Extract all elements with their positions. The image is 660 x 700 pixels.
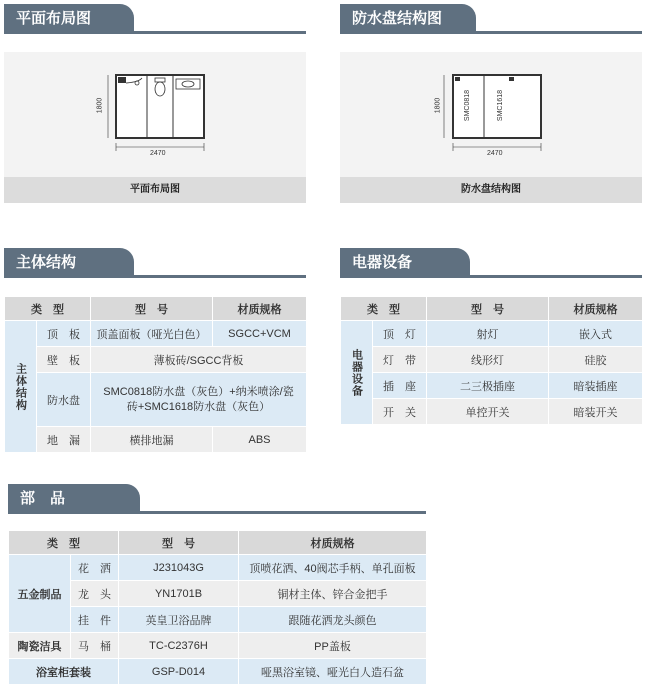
table-row [5,347,307,373]
waterproof-title: 防水盘结构图 [340,4,476,34]
table-row [5,321,307,347]
type-cell: 开 关 [373,399,427,425]
type-cell: 花 洒 [71,555,119,581]
type-cell: 防水盘 [37,373,91,427]
model-cell: GSP-D014 [119,659,239,685]
floor-plan-title: 平面布局图 [4,4,134,34]
spec-cell: SGCC+VCM [213,321,307,347]
table-row [9,633,427,659]
spec-cell: 哑黑浴室镜、哑光白人造石盆 [239,659,427,685]
main-structure-title: 主体结构 [4,248,134,278]
floor-plan-svg [4,52,306,177]
pan-large-label: SMC1618 [497,89,505,122]
col-model: 型 号 [119,531,239,555]
table-row [9,555,427,581]
parts-header [8,484,426,514]
type-cell: 灯 带 [373,347,427,373]
type-cell: 顶 灯 [373,321,427,347]
header-rule [340,31,642,34]
type-cell: 挂 件 [71,607,119,633]
model-cell: 单控开关 [427,399,549,425]
col-type: 类 型 [9,531,119,555]
table-row [5,373,307,427]
electrical-header [340,248,642,278]
width-dimension: 2470 [150,150,166,157]
height-dimension: 1800 [434,97,442,114]
header-rule [8,511,426,514]
spec-cell: 铜材主体、锌合金把手 [239,581,427,607]
floor-plan-caption: 平面布局图 [4,177,306,203]
table-row [341,321,643,347]
col-model: 型 号 [91,297,213,321]
width-dimension: 2470 [487,150,503,157]
category-label: 主体结构 [14,362,27,411]
pan-small-label: SMC0818 [464,89,472,122]
spec-cell: PP盖板 [239,633,427,659]
parts-title: 部 品 [8,484,140,514]
waterproof-header [340,4,642,34]
table-row [9,659,427,685]
category-cell: 浴室柜套装 [9,659,119,685]
model-cell: YN1701B [119,581,239,607]
table-row [341,347,643,373]
model-cell: 薄板砖/SGCC背板 [91,347,307,373]
col-spec: 材质规格 [213,297,307,321]
model-cell: SMC0818防水盘（灰色）+纳米喷涂/瓷砖+SMC1618防水盘（灰色） [91,373,307,427]
type-cell: 插 座 [373,373,427,399]
category-cell: 五金制品 [9,555,71,633]
main-structure-header [4,248,306,278]
category-cell [5,321,37,453]
spec-cell: 硅胶 [549,347,643,373]
table-row [9,607,427,633]
type-cell: 马 桶 [71,633,119,659]
spec-cell: 暗装开关 [549,399,643,425]
table-row [9,581,427,607]
model-cell: 线形灯 [427,347,549,373]
electrical-title: 电器设备 [340,248,470,278]
col-type: 类 型 [341,297,427,321]
floor-plan-header [4,4,306,34]
type-cell: 龙 头 [71,581,119,607]
main-structure-table [4,296,307,453]
spec-cell: ABS [213,427,307,453]
electrical-table [340,296,643,425]
spec-cell: 跟随花洒龙头颜色 [239,607,427,633]
header-rule [4,275,306,278]
model-cell: TC-C2376H [119,633,239,659]
parts-table [8,530,427,685]
category-cell: 陶瓷洁具 [9,633,71,659]
table-row [341,399,643,425]
type-cell: 地 漏 [37,427,91,453]
table-row [5,427,307,453]
type-cell: 壁 板 [37,347,91,373]
spec-cell: 顶喷花洒、40阀芯手柄、单孔面板 [239,555,427,581]
category-cell [341,321,373,425]
col-type: 类 型 [5,297,91,321]
model-cell: J231043G [119,555,239,581]
model-cell: 射灯 [427,321,549,347]
model-cell: 顶盖面板（哑光白色） [91,321,213,347]
col-model: 型 号 [427,297,549,321]
waterproof-drawing [340,52,642,203]
spec-cell: 暗装插座 [549,373,643,399]
spec-cell: 嵌入式 [549,321,643,347]
col-spec: 材质规格 [549,297,643,321]
height-dimension: 1800 [96,97,104,114]
waterproof-svg [340,52,642,177]
col-spec: 材质规格 [239,531,427,555]
category-label: 电器设备 [350,348,363,397]
waterproof-caption: 防水盘结构图 [340,177,642,203]
model-cell: 二三极插座 [427,373,549,399]
header-rule [4,31,306,34]
type-cell: 顶 板 [37,321,91,347]
model-cell: 英皇卫浴品牌 [119,607,239,633]
header-rule [340,275,642,278]
model-cell: 横排地漏 [91,427,213,453]
table-row [341,373,643,399]
floor-plan-drawing [4,52,306,203]
